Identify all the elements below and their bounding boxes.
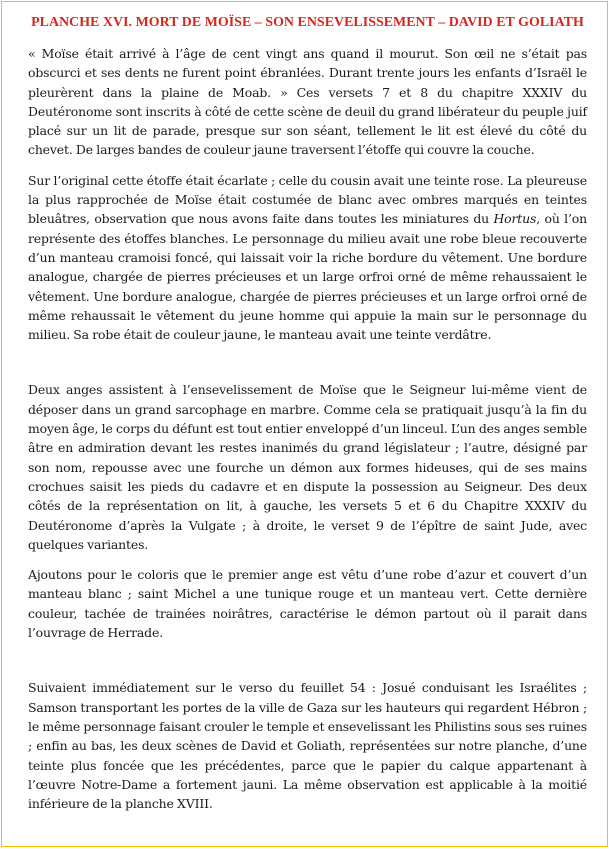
paragraph-moise-death: « Moïse était arrivé à l’âge de cent vingt ans quand il mourut. Son œil ne s’était pas obscurci et ses dents ne furent point ébranlées. Durant trente jours les enfants d’Israël le pleurèrent dans la plaine de Moab. » Ces versets 7 et 8 du chapitre XXXIV du Deutéronome sont inscrits à côté de cette scène de deuil du grand libérateur du peuple juif placé sur un lit de parade, presque sur son séant, tellement le lit est élevé du côté du chevet. De larges bandes de couleur jaune traversent l’étoffe qui couvre la couche. <box>28 46 587 158</box>
paragraph-coloring: Ajoutons pour le coloris que le premier ange est vêtu d’une robe d’azur et couvert d’un manteau blanc ; saint Michel a une tunique rouge et un manteau vert. Cette dernière couleur, tachée de trainées noirâtres, caractérise le démon partout où il parait dans l’ouvrage de Herrade. <box>28 567 587 641</box>
document-page <box>1 1 608 847</box>
paragraph-original-colors-text-1: Sur l’original cette étoffe était écarlate ; celle du cousin avait une teinte rose. La pleureuse la plus rapprochée de Moïse était costumée de blanc avec ombres marqués en teintes bleuâtres, observation que nous avons faite dans toutes les miniatures du <box>28 172 587 227</box>
paragraph-angels-burial: Deux anges assistent à l’ensevelissement de Moïse que le Seigneur lui-même vient de déposer dans un grand sarcophage en marbre. Comme cela se pratiquait jusqu’à la fin du moyen âge, le corps du défunt est tout entier enveloppé d’un linceul. L’un des anges semble âtre en admiration devant les restes inanimés du grand législateur ; l’autre, désigné par son nom, repousse avec une fourche un démon aux formes hideuses, qui de ses mains crochues saisit les pieds du cadavre et en dispute la possession au Seigneur. Des deux côtés de la représentation on lit, à gauche, les versets 5 et 6 du Chapitre XXXIV du Deutéronome d’après la Vulgate ; à droite, le verset 9 de l’épître de saint Jude, avec quelques variantes. <box>28 382 588 552</box>
paragraph-original-colors <box>28 171 587 345</box>
paragraph-verso: Suivaient immédiatement sur le verso du feuillet 54 : Josué conduisant les Israélites ; Samson transportant les portes de la ville de Gaza sur les hauteurs qui regardent Hébron ; le même personnage faisant crouler le temple et ensevelissant les Philistins sous ses ruines ; enfin au bas, les deux scènes de David et Goliath, représentées sur notre planche, d’une teinte plus foncée que les précédentes, parce que le papier du calque appartenant à l’œuvre Notre-Dame a fortement jauni. La même observation est applicable à la moitié inférieure de la planche XVIII. <box>28 680 587 812</box>
paragraph-original-colors-text-2: , où l’on représente des étoffes blanches. Le personnage du milieu avait une robe bleue recouverte d’un manteau cramoisi foncé, qui laissait voir la riche bordure du vêtement. Une bordure analogue, chargée de pierres précieuses et un large orfroi orné de même rehaussaient le vêtement. Une bordure analogue, chargée de pierres précieuses et un large orfroi orné de même rehaussait le vêtement du jeune homme qui appuie la main sur le personnage du milieu. Sa robe était de couleur jaune, le manteau avait une teinte verdâtre. <box>28 211 587 343</box>
page-title: PLANCHE XVI. MORT DE MOÏSE – SON ENSEVELISSEMENT – DAVID ET GOLIATH <box>31 15 584 30</box>
hortus-italic: Hortus <box>493 211 537 227</box>
